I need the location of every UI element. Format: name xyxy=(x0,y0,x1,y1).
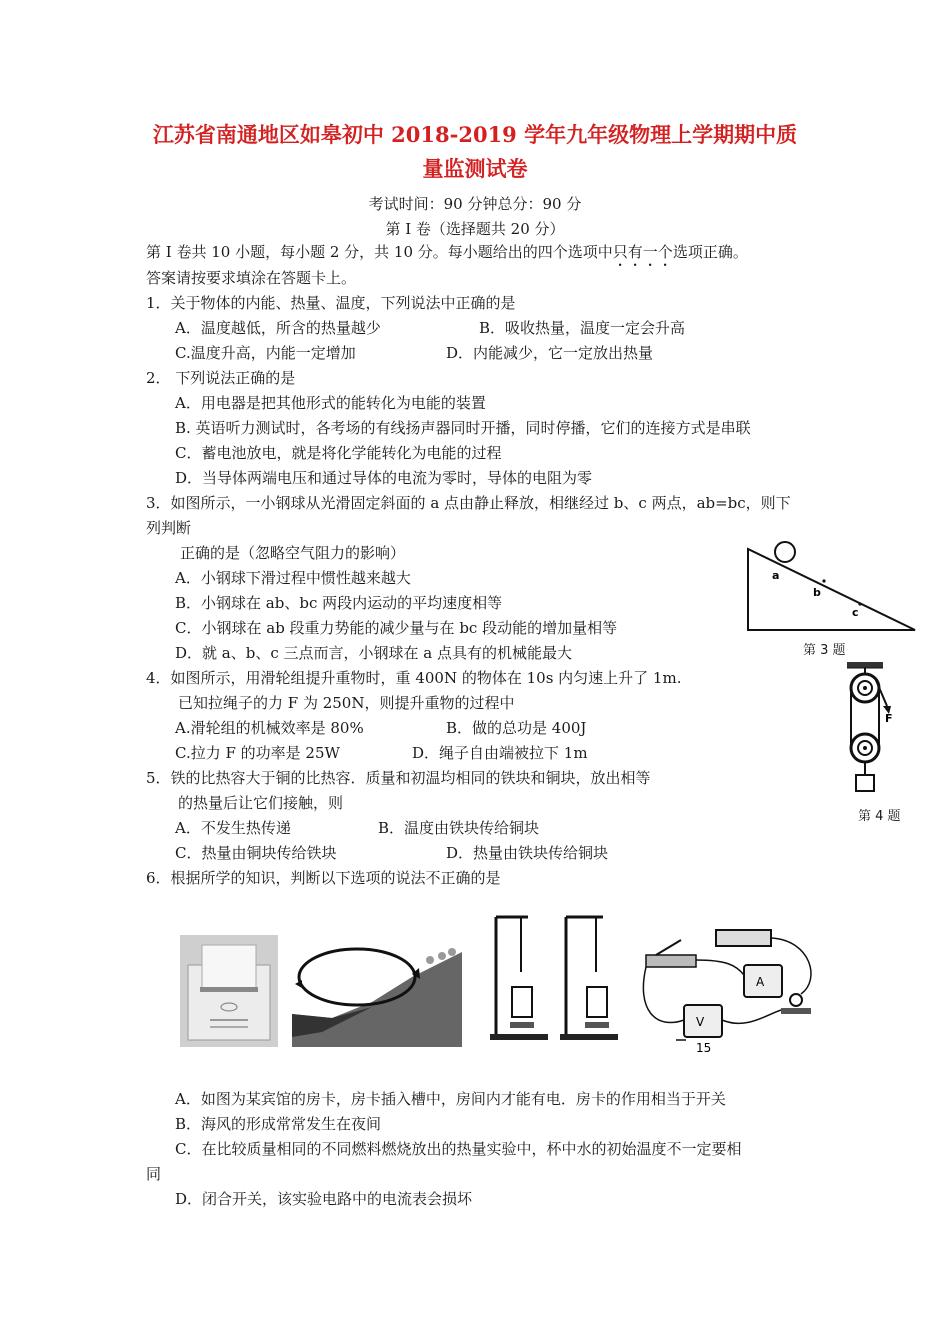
section-title: 第 I 卷（选择题共 20 分） xyxy=(385,220,565,238)
q6-option-a: A．如图为某宾馆的房卡，房卡插入槽中，房间内才能有电．房卡的作用相当于开关 xyxy=(175,1090,726,1108)
svg-text:V: V xyxy=(696,1015,705,1029)
q4-pulley-figure xyxy=(835,660,905,800)
q5-stem-line1: 5．铁的比热容大于铜的比热容．质量和初温均相同的铁块和铜块，放出相等 xyxy=(146,769,651,787)
label-c: c xyxy=(852,606,859,619)
q4-figure-caption: 第 4 题 xyxy=(858,809,901,824)
label-a: a xyxy=(772,569,780,582)
q5-stem-line2: 的热量后让它们接触，则 xyxy=(178,794,344,812)
q6-option-b: B．海风的形成常常发生在夜间 xyxy=(175,1115,382,1133)
q4-stem-line1: 4．如图所示，用滑轮组提升重物时，重 400N 的物体在 10s 内匀速上升了 1m. xyxy=(146,669,682,687)
q3-option-d: D．就 a、b、c 三点而言，小钢球在 a 点具有的机械能最大 xyxy=(175,644,572,662)
q1-option-a: A．温度越低，所含的热量越少 xyxy=(175,319,381,337)
q3-option-a: A．小钢球下滑过程中惯性越来越大 xyxy=(175,569,411,587)
q2-stem: 2． 下列说法正确的是 xyxy=(146,369,296,387)
intro-text-c: 选项正确。 xyxy=(672,243,748,261)
q3-stem-line1: 3．如图所示，一小钢球从光滑固定斜面的 a 点由静止释放，相继经过 b、c 两点，ab=bc，则下 xyxy=(146,494,791,512)
q5-option-a: A．不发生热传递 xyxy=(175,819,291,837)
exam-title-line1: 江苏省南通地区如皋初中 2018-2019 学年九年级物理上学期期中质 xyxy=(152,122,798,147)
battery xyxy=(716,930,771,946)
point-b-marker xyxy=(822,579,825,582)
q6-option-c-line2: 同 xyxy=(146,1165,162,1183)
sea-breeze-diagram xyxy=(292,932,462,1047)
svg-text:A: A xyxy=(756,975,765,989)
q4-option-a: A.滑轮组的机械效率是 80% xyxy=(175,719,364,737)
q3-stem-line3: 正确的是（忽略空气阻力的影响） xyxy=(180,544,406,562)
q4-option-d: D．绳子自由端被拉下 1m xyxy=(412,744,588,762)
label-f: F xyxy=(885,712,893,725)
meter-label: 15 xyxy=(696,1041,712,1055)
q4-option-c: C.拉力 F 的功率是 25W xyxy=(175,744,340,762)
q1-stem: 1．关于物体的内能、热量、温度，下列说法中正确的是 xyxy=(146,294,516,312)
q3-incline-figure xyxy=(740,535,925,635)
q6-option-d: D．闭合开关，该实验电路中的电流表会损坏 xyxy=(175,1190,473,1208)
exam-info: 考试时间：90 分钟总分：90 分 xyxy=(368,195,582,213)
ceiling-mount xyxy=(847,662,883,668)
hotel-room-card-photo xyxy=(180,935,278,1047)
beaker-2 xyxy=(587,987,607,1017)
incline-triangle xyxy=(748,549,915,630)
q2-option-c: C．蓄电池放电，就是将化学能转化为电能的过程 xyxy=(175,444,502,462)
q2-option-d: D．当导体两端电压和通过导体的电流为零时，导体的电阻为零 xyxy=(175,469,593,487)
point-c-marker xyxy=(858,602,861,605)
q2-option-b: B. 英语听力测试时，各考场的有线扬声器同时开播，同时停播，它们的连接方式是串联 xyxy=(175,419,751,437)
q6-stem: 6．根据所学的知识，判断以下选项的说法不正确的是 xyxy=(146,869,501,887)
q3-option-b: B．小钢球在 ab、bc 两段内运动的平均速度相等 xyxy=(175,594,503,612)
q3-stem-line2: 列判断 xyxy=(146,519,192,537)
q1-option-b: B．吸收热量，温度一定会升高 xyxy=(479,319,686,337)
room-card xyxy=(202,945,256,990)
load-block xyxy=(856,775,874,791)
q4-option-b: B．做的总功是 400J xyxy=(446,719,587,737)
q2-option-a: A．用电器是把其他形式的能转化为电能的装置 xyxy=(175,394,486,412)
label-b: b xyxy=(813,586,821,599)
q3-figure-caption: 第 3 题 xyxy=(803,643,846,658)
intro-text-a: 第 I 卷共 10 小题，每小题 2 分，共 10 分。每小题给出的四个选项中 xyxy=(146,243,613,261)
q6-option-c-line1: C．在比较质量相同的不同燃料燃烧放出的热量实验中，杯中水的初始温度不一定要相 xyxy=(175,1140,742,1158)
exam-title-line2: 量监测试卷 xyxy=(422,156,528,181)
beaker-1 xyxy=(512,987,532,1017)
q1-option-d: D．内能减少，它一定放出热量 xyxy=(446,344,654,362)
steel-ball xyxy=(775,542,795,562)
lamp xyxy=(790,994,802,1006)
q5-option-d: D．热量由铁块传给铜块 xyxy=(446,844,609,862)
q3-option-c: C．小钢球在 ab 段重力势能的减少量与在 bc 段动能的增加量相等 xyxy=(175,619,618,637)
intro-line2: 答案请按要求填涂在答题卡上。 xyxy=(146,269,357,287)
q4-stem-line2: 已知拉绳子的力 F 为 250N，则提升重物的过程中 xyxy=(178,694,515,712)
intro-line1 xyxy=(146,242,748,270)
ammeter-circuit-diagram xyxy=(636,920,826,1065)
intro-emphasis: 只有一个 xyxy=(612,243,673,261)
q5-option-b: B．温度由铁块传给铜块 xyxy=(378,819,540,837)
switch xyxy=(646,955,696,967)
fuel-heat-experiment-diagram xyxy=(488,912,623,1052)
q5-option-c: C．热量由铜块传给铁块 xyxy=(175,844,337,862)
q1-option-c: C.温度升高，内能一定增加 xyxy=(175,344,356,362)
